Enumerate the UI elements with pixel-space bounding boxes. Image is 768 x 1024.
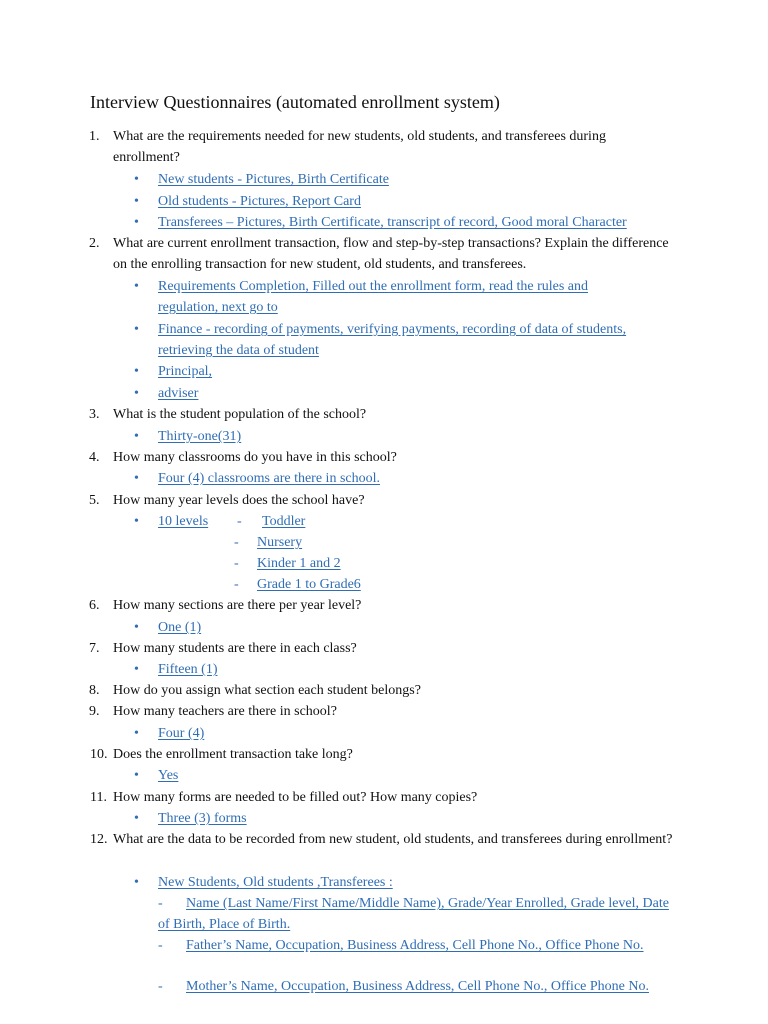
- question-9: [89, 701, 673, 722]
- question-4: [89, 447, 673, 468]
- question-text: How many teachers are there in school?: [113, 704, 337, 719]
- bullet-icon: •: [134, 662, 139, 677]
- question-number: 10.: [90, 747, 108, 762]
- question-number: 4.: [89, 450, 100, 465]
- answer-item[interactable]: 10 levels: [158, 514, 209, 529]
- dash-marker: -: [158, 896, 163, 911]
- question-text: What is the student population of the school?: [113, 407, 367, 422]
- question-number: 6.: [89, 598, 100, 613]
- question-text: How do you assign what section each student belongs?: [113, 683, 421, 698]
- bullet-icon: •: [134, 471, 139, 486]
- bullet-icon: •: [134, 726, 139, 741]
- bullet-icon: •: [134, 364, 139, 379]
- question-number: 7.: [89, 641, 100, 656]
- question-12: [90, 829, 673, 850]
- year-level-item[interactable]: Grade 1 to Grade6: [257, 577, 361, 592]
- question-number: 9.: [89, 704, 100, 719]
- question-number: 3.: [89, 407, 100, 422]
- answer-item[interactable]: Three (3) forms: [158, 811, 247, 826]
- page-title: Interview Questionnaires (automated enrollment system): [90, 92, 500, 112]
- answer-item[interactable]: Four (4): [158, 726, 205, 741]
- bullet-icon: •: [134, 322, 139, 337]
- question-text: How many sections are there per year level?: [113, 598, 362, 613]
- question-2: [89, 233, 673, 275]
- bullet-icon: •: [134, 514, 139, 529]
- question-text: Does the enrollment transaction take long?: [113, 747, 353, 762]
- bullet-icon: •: [134, 811, 139, 826]
- question-5: [89, 490, 673, 511]
- answer-item[interactable]: New Students, Old students ,Transferees :: [158, 875, 393, 890]
- bullet-icon: •: [134, 875, 139, 890]
- answer-item[interactable]: Finance - recording of payments, verifying payments, recording of data of students, retrieving the data of student: [158, 322, 627, 358]
- question-number: 2.: [89, 236, 100, 251]
- answer-item[interactable]: Four (4) classrooms are there in school.: [158, 471, 380, 486]
- question-7: [89, 638, 673, 659]
- question-number: 11.: [90, 790, 107, 805]
- question-text: How many classrooms do you have in this school?: [113, 450, 397, 465]
- year-level-item[interactable]: Toddler: [262, 514, 306, 529]
- bullet-icon: •: [134, 215, 139, 230]
- question-text: What are current enrollment transaction, flow and step-by-step transactions? Explain the difference on the enrolling transaction for new student, old students, and transferees.: [113, 236, 669, 272]
- bullet-icon: •: [134, 279, 139, 294]
- question-text: What are the data to be recorded from new student, old students, and transferees during enrollment?: [113, 832, 673, 847]
- bullet-icon: •: [134, 429, 139, 444]
- question-number: 12.: [90, 832, 108, 847]
- answer-item[interactable]: Principal,: [158, 364, 213, 379]
- answer-item[interactable]: Transferees – Pictures, Birth Certificate, transcript of record, Good moral Character: [158, 215, 627, 230]
- answer-item[interactable]: adviser: [158, 386, 199, 401]
- question-11: [90, 787, 673, 808]
- answer-item[interactable]: One (1): [158, 620, 202, 635]
- question-10: [90, 744, 673, 765]
- answer-item[interactable]: Thirty-one(31): [158, 429, 242, 444]
- question-text: What are the requirements needed for new students, old students, and transferees during enrollment?: [113, 129, 606, 165]
- answer-item[interactable]: Requirements Completion, Filled out the enrollment form, read the rules and regulation, next go to: [158, 279, 589, 315]
- detail-item[interactable]: - Father’s Name, Occupation, Business Address, Cell Phone No., Office Phone No.: [158, 935, 658, 956]
- answer-item[interactable]: New students - Pictures, Birth Certificate: [158, 172, 389, 187]
- question-text: How many forms are needed to be filled out? How many copies?: [113, 790, 478, 805]
- dash-marker: -: [234, 535, 239, 550]
- answer-item[interactable]: Old students - Pictures, Report Card: [158, 194, 361, 209]
- question-text: How many year levels does the school have?: [113, 493, 365, 508]
- bullet-icon: •: [134, 620, 139, 635]
- bullet-icon: •: [134, 386, 139, 401]
- dash-marker: -: [158, 938, 163, 953]
- question-6: [89, 595, 673, 616]
- question-1: [89, 126, 673, 168]
- question-number: 5.: [89, 493, 100, 508]
- bullet-icon: •: [134, 768, 139, 783]
- answer-item[interactable]: Fifteen (1): [158, 662, 218, 677]
- year-level-item[interactable]: Nursery: [257, 535, 303, 550]
- bullet-icon: •: [134, 194, 139, 209]
- year-level-item[interactable]: Kinder 1 and 2: [257, 556, 341, 571]
- dash-marker: -: [234, 577, 239, 592]
- question-3: [89, 404, 673, 425]
- dash-marker: -: [158, 979, 163, 994]
- question-number: 8.: [89, 683, 100, 698]
- answer-item[interactable]: Yes: [158, 768, 179, 783]
- detail-item[interactable]: - Mother’s Name, Occupation, Business Address, Cell Phone No., Office Phone No.: [158, 976, 663, 997]
- question-8: [89, 680, 673, 701]
- dash-marker: -: [234, 556, 239, 571]
- detail-item[interactable]: - Name (Last Name/First Name/Middle Name), Grade/Year Enrolled, Grade level, Date of Birth, Place of Birth.: [158, 893, 678, 935]
- question-text: How many students are there in each class?: [113, 641, 357, 656]
- dash-marker: -: [237, 514, 242, 529]
- bullet-icon: •: [134, 172, 139, 187]
- question-number: 1.: [89, 129, 100, 144]
